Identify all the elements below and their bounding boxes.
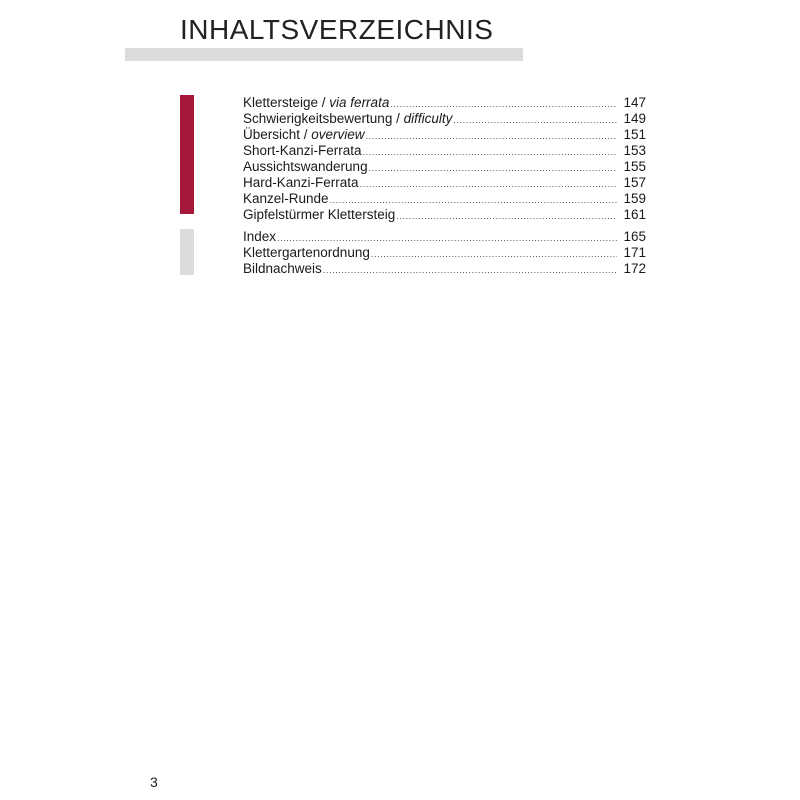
toc-list <box>243 229 646 277</box>
dot-leader <box>277 230 617 246</box>
toc-entry-label: Aussichtswanderung <box>243 159 368 174</box>
toc-entry-label: Klettersteige / via ferrata <box>243 95 390 110</box>
toc-entry-page: 161 <box>623 207 646 222</box>
title-underline-bar <box>125 48 523 61</box>
toc-entry-page: 153 <box>623 143 646 158</box>
toc-entry-page: 165 <box>623 229 646 244</box>
section-marker-red <box>180 95 194 214</box>
toc-entry-label: Übersicht / overview <box>243 127 365 142</box>
dot-leader <box>390 96 617 112</box>
toc-list <box>243 95 646 223</box>
toc-entry[interactable] <box>243 95 646 111</box>
toc-entry-page: 171 <box>623 245 646 260</box>
toc-entry-page: 155 <box>623 159 646 174</box>
toc-entry[interactable] <box>243 111 646 127</box>
toc-entry-label: Kanzel-Runde <box>243 191 329 206</box>
page-title: INHALTSVERZEICHNIS <box>180 14 494 45</box>
toc-entry-label: Hard-Kanzi-Ferrata <box>243 175 359 190</box>
dot-leader <box>323 262 617 278</box>
toc-entry-label: Short-Kanzi-Ferrata <box>243 143 362 158</box>
dot-leader <box>330 192 617 208</box>
toc-entry[interactable] <box>243 191 646 207</box>
toc-entry[interactable] <box>243 207 646 223</box>
toc-entry-label: Gipfelstürmer Klettersteig <box>243 207 396 222</box>
toc-entry-label: Klettergartenordnung <box>243 245 370 260</box>
toc-entry-page: 149 <box>623 111 646 126</box>
toc-entry[interactable] <box>243 127 646 143</box>
toc-entry-label: Schwierigkeitsbewertung / difficulty <box>243 111 453 126</box>
toc-entry-page: 147 <box>623 95 646 110</box>
toc-entry-label: Index <box>243 229 277 244</box>
toc-entry-page: 159 <box>623 191 646 206</box>
toc-entry[interactable] <box>243 229 646 245</box>
dot-leader <box>453 112 617 128</box>
toc-entry-page: 172 <box>623 261 646 276</box>
toc-entry[interactable] <box>243 261 646 277</box>
toc-entry-label: Bildnachweis <box>243 261 322 276</box>
dot-leader <box>396 208 617 224</box>
dot-leader <box>360 176 617 192</box>
toc-entry[interactable] <box>243 175 646 191</box>
toc-entry-page: 151 <box>623 127 646 142</box>
toc-entry[interactable] <box>243 143 646 159</box>
dot-leader <box>363 144 617 160</box>
toc-entry-page: 157 <box>623 175 646 190</box>
page-number: 3 <box>150 774 158 790</box>
section-marker-grey <box>180 229 194 275</box>
toc-entry[interactable] <box>243 159 646 175</box>
dot-leader <box>371 246 617 262</box>
dot-leader <box>366 128 617 144</box>
dot-leader <box>369 160 617 176</box>
toc-entry[interactable] <box>243 245 646 261</box>
